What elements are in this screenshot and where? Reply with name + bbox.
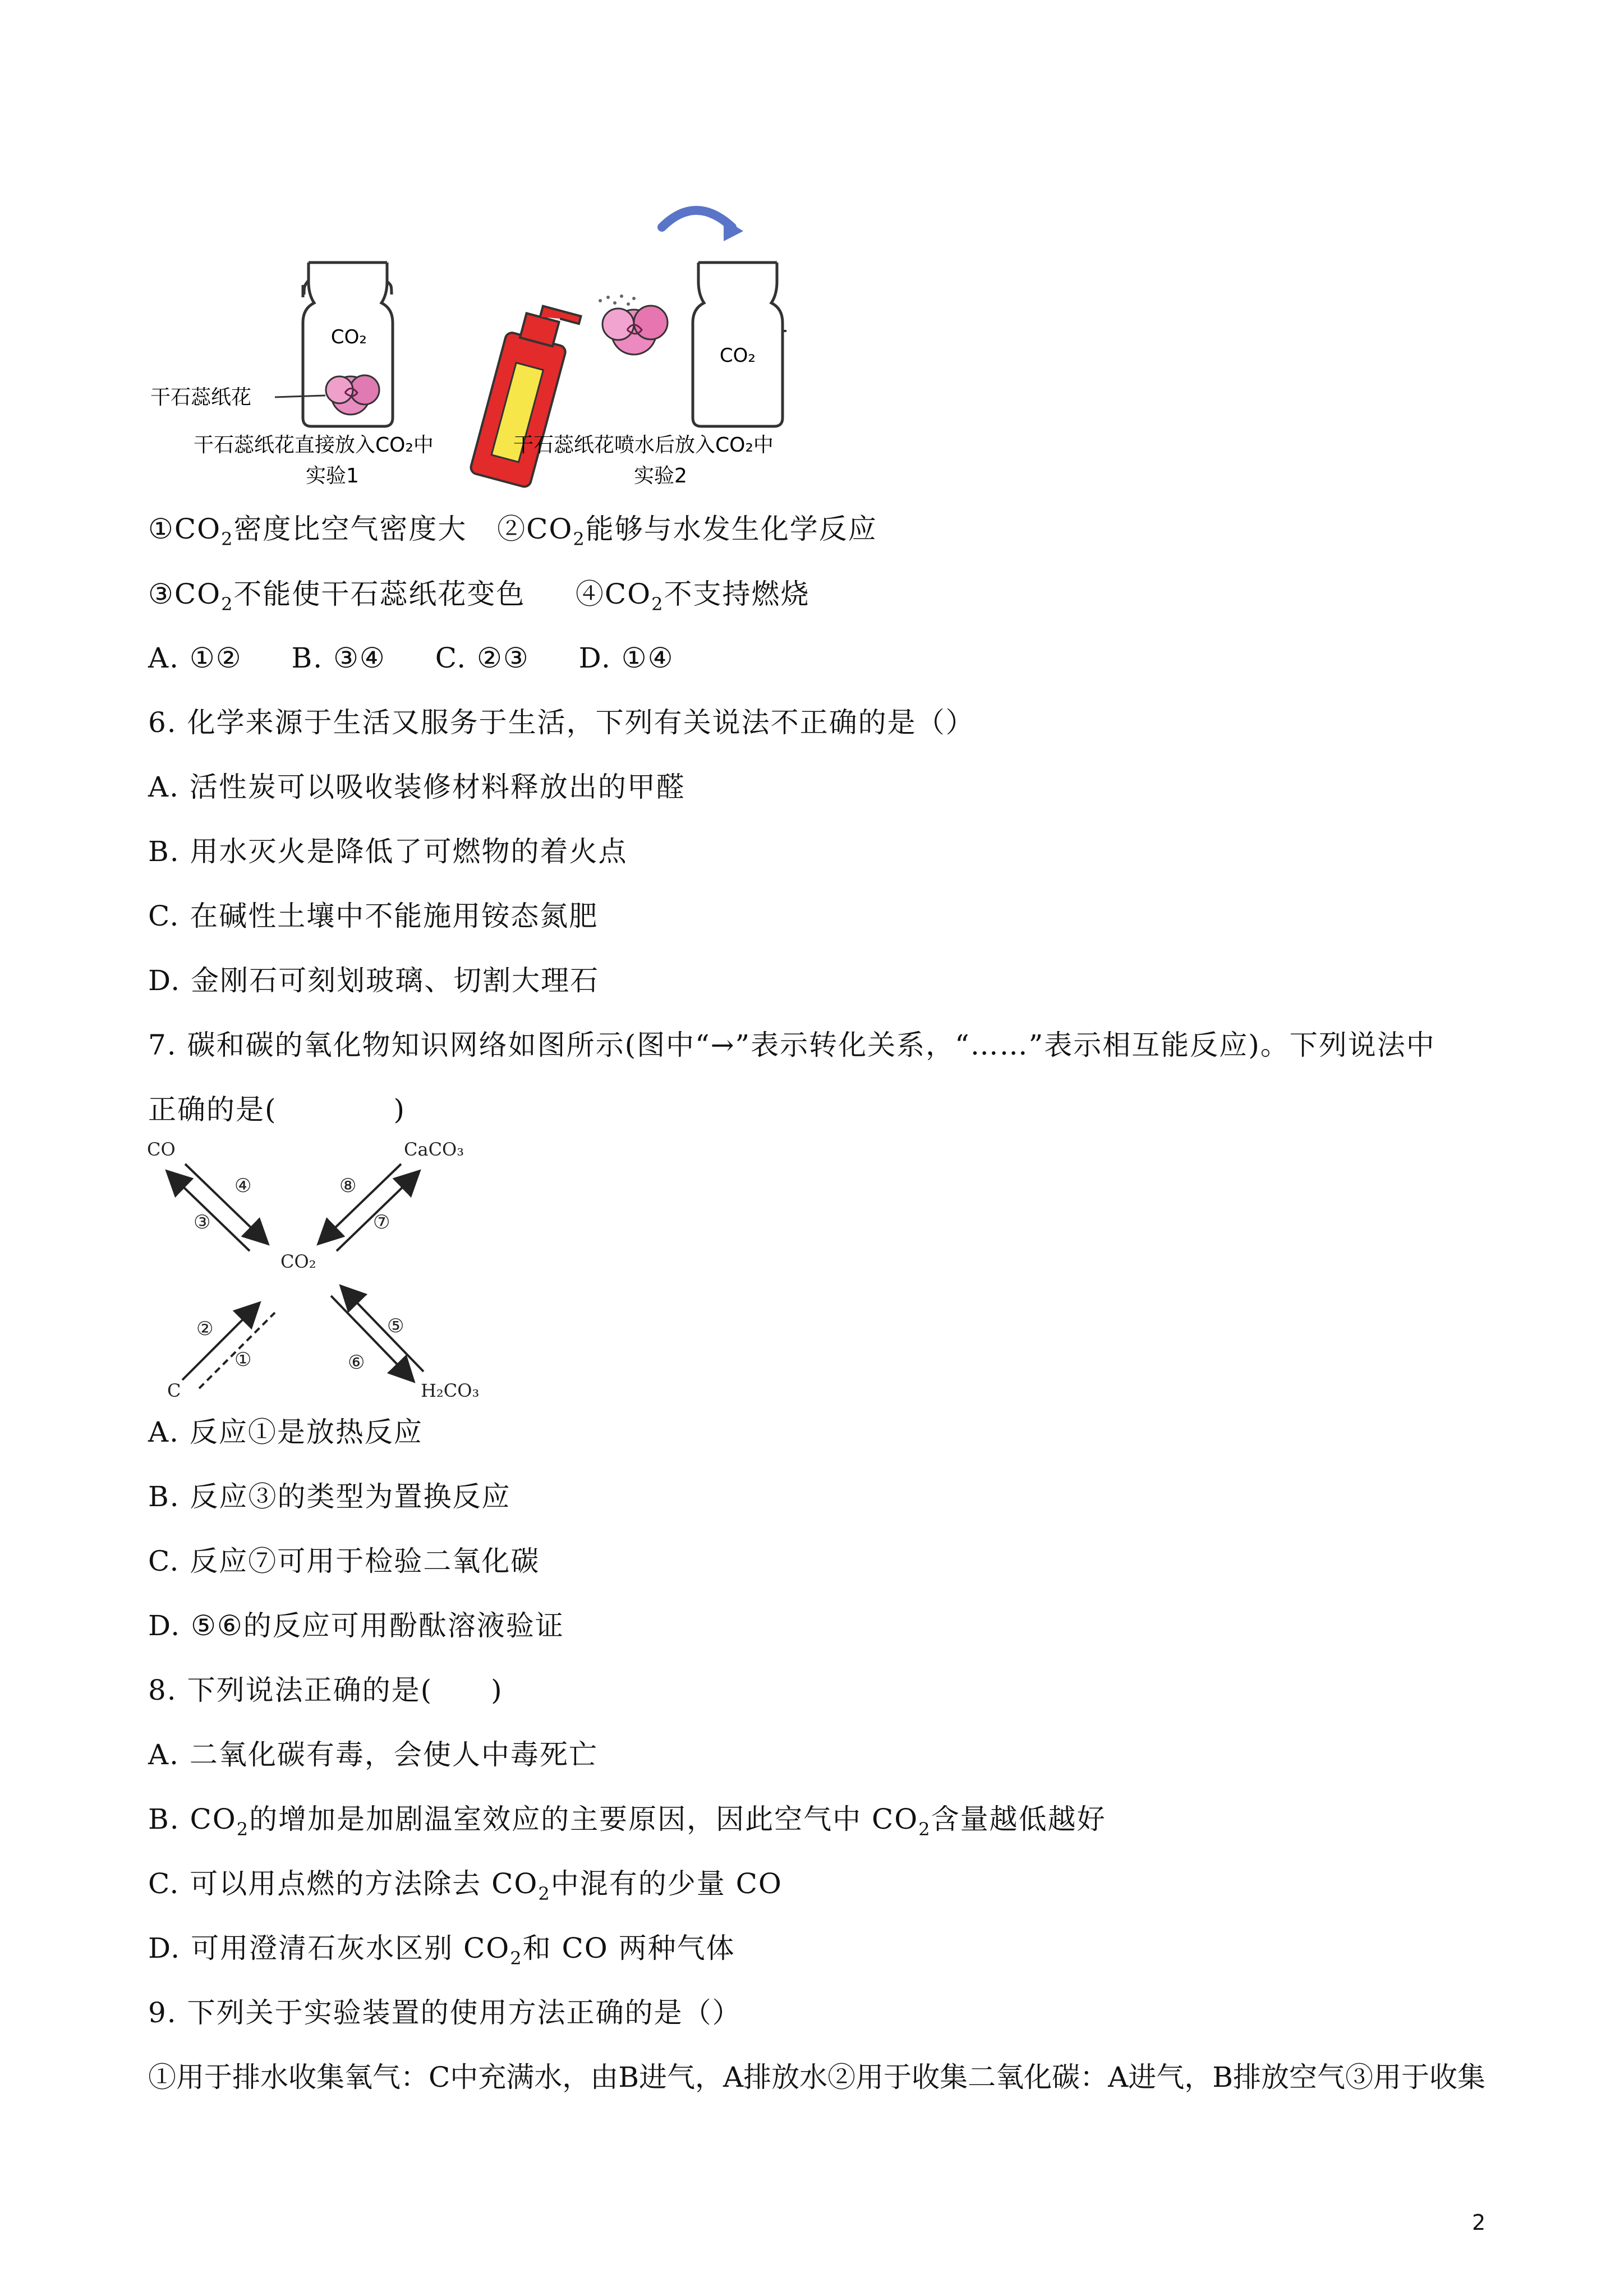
- q5-option-c: C. ②③: [435, 642, 530, 674]
- q5-option-b: B. ③④: [291, 642, 386, 674]
- bottle1-gas-label: CO₂: [330, 326, 367, 348]
- exp1-caption: 干石蕊纸花直接放入CO₂中: [194, 434, 434, 457]
- node-h2co3: H₂CO₃: [421, 1380, 480, 1401]
- q6-option-a: A. 活性炭可以吸收装修材料释放出的甲醛: [148, 771, 686, 803]
- spray-bottle: [470, 299, 581, 490]
- gas-bottle-2: [693, 263, 786, 426]
- q8-stem: 8. 下列说法正确的是( ): [148, 1674, 503, 1706]
- exp1-name: 实验1: [306, 464, 359, 487]
- q9-stem: 9. 下列关于实验装置的使用方法正确的是（）: [148, 1996, 742, 2029]
- label-6: ⑥: [348, 1351, 365, 1374]
- bottle2-gas-label: CO₂: [719, 344, 756, 367]
- label-8: ⑧: [339, 1175, 357, 1197]
- node-co: CO: [147, 1139, 176, 1160]
- q8-option-a: A. 二氧化碳有毒，会使人中毒死亡: [148, 1738, 598, 1771]
- q8-option-c: C. 可以用点燃的方法除去 $CO_2$中混有的少量 CO: [148, 1867, 783, 1904]
- node-caco3: CaCO₃: [404, 1139, 464, 1160]
- q5-option-a: A. ①②: [148, 642, 242, 674]
- spray-mist: [599, 295, 636, 306]
- label-5: ⑤: [387, 1315, 404, 1337]
- q7-option-b: B. 反应③的类型为置换反应: [148, 1480, 511, 1513]
- flower-label: 干石蕊纸花: [150, 386, 252, 409]
- q6-option-d: D. 金刚石可刻划玻璃、切割大理石: [148, 964, 600, 997]
- q5-options: [148, 638, 1494, 678]
- carbon-network-diagram: [140, 1133, 499, 1408]
- q5-option-d: D. ①④: [578, 642, 674, 674]
- q8-option-b: B. $CO_2$的增加是加剧温室效应的主要原因，因此空气中 $CO_2$含量越低越好: [148, 1803, 1106, 1840]
- page-number: 2: [1472, 2210, 1486, 2235]
- label-1: ①: [234, 1349, 252, 1371]
- exp2-caption: 干石蕊纸花喷水后放入CO₂中: [513, 434, 774, 457]
- q5-statements-1: $①CO_2$密度比空气密度大 $②CO_2$能够与水发生化学反应: [148, 513, 877, 550]
- q6-option-b: B. 用水灭火是降低了可燃物的着火点: [148, 835, 628, 868]
- q7-stem-line2: 正确的是( ): [148, 1093, 406, 1126]
- q7-option-a: A. 反应①是放热反应: [148, 1416, 423, 1448]
- q5-statements-2: $③CO_2$不能使干石蕊纸花变色 $④CO_2$不支持燃烧: [148, 578, 810, 615]
- experiment-figure: [140, 196, 869, 499]
- q8-option-d: D. 可用澄清石灰水区别 $CO_2$和 CO 两种气体: [148, 1932, 735, 1969]
- label-4: ④: [234, 1175, 252, 1197]
- exp2-name: 实验2: [634, 464, 687, 487]
- q7-option-c: C. 反应⑦可用于检验二氧化碳: [148, 1545, 540, 1577]
- q9-statement-line: ①用于排水收集氧气：C中充满水，由B进气，A排放水②用于收集二氧化碳：A进气，B排放空气③用于收集: [148, 2061, 1485, 2093]
- label-3: ③: [194, 1211, 211, 1234]
- litmus-flower-2: [602, 306, 668, 355]
- transfer-arrow: [662, 210, 743, 241]
- label-7: ⑦: [373, 1211, 390, 1234]
- q7-option-d: D. ⑤⑥的反应可用酚酞溶液验证: [148, 1609, 564, 1642]
- node-c: C: [167, 1380, 181, 1401]
- node-co2: CO₂: [280, 1251, 316, 1272]
- label-2: ②: [196, 1318, 214, 1340]
- q6-stem: 6. 化学来源于生活又服务于生活，下列有关说法不正确的是（）: [148, 706, 975, 739]
- litmus-flower-1: [326, 375, 379, 415]
- q7-stem-line1: 7. 碳和碳的氧化物知识网络如图所示(图中“→”表示转化关系，“……”表示相互能反应)。下列说法中: [148, 1029, 1436, 1061]
- q6-option-c: C. 在碱性土壤中不能施用铵态氮肥: [148, 900, 599, 932]
